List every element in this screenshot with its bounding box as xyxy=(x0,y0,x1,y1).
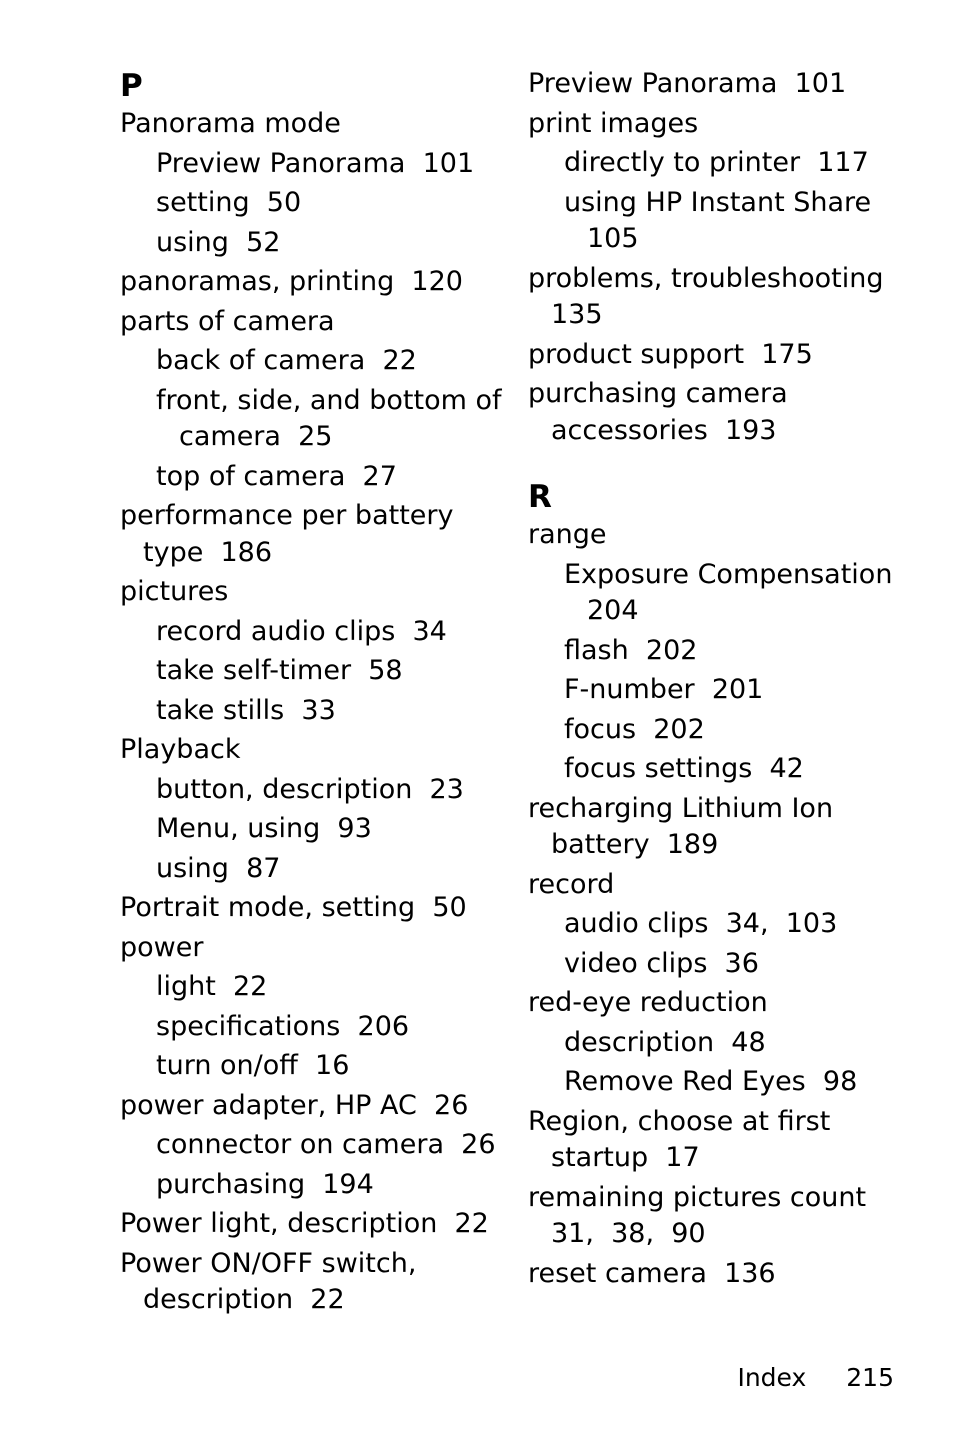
index-column-left xyxy=(120,66,502,1322)
entry-text: remaining pictures count xyxy=(528,1181,867,1213)
index-entry xyxy=(528,517,898,554)
entry-text: purchasing camera xyxy=(528,378,788,409)
index-subentry xyxy=(120,146,490,183)
entry-text: reset camera 136 xyxy=(528,1257,776,1289)
entry-text: record audio clips 34 xyxy=(156,615,447,647)
index-entry xyxy=(528,337,898,374)
index-subentry xyxy=(120,225,490,262)
index-entry xyxy=(528,1256,898,1293)
entry-continuation: type 186 xyxy=(143,536,273,568)
entry-continuation: 204 xyxy=(587,595,639,626)
entry-text: turn on/off 16 xyxy=(156,1050,350,1081)
entry-text: using HP Instant Share xyxy=(564,186,872,218)
index-entries-p xyxy=(120,106,502,1319)
index-subentry xyxy=(120,1167,490,1204)
entry-text: range xyxy=(528,519,607,550)
entry-continuation: camera 25 xyxy=(179,421,333,452)
index-subentry xyxy=(120,811,490,848)
index-subentry xyxy=(528,1064,898,1101)
index-subentry xyxy=(120,772,490,809)
entry-continuation: accessories 193 xyxy=(551,414,777,446)
index-subentry xyxy=(528,672,898,709)
index-entry xyxy=(120,498,490,571)
page-footer xyxy=(737,1362,894,1394)
entry-text: record xyxy=(528,868,615,900)
index-subentry xyxy=(120,1048,490,1085)
index-subentry xyxy=(120,185,490,222)
entry-text: panoramas, printing 120 xyxy=(120,266,463,297)
index-entry xyxy=(120,732,490,769)
index-entry xyxy=(120,1206,490,1243)
index-entry xyxy=(528,106,898,143)
index-entry xyxy=(528,66,898,103)
index-entry xyxy=(120,1088,490,1125)
entry-continuation: 105 xyxy=(587,223,639,254)
index-subentry xyxy=(528,557,898,630)
entry-text: Power ON/OFF switch, xyxy=(120,1247,417,1279)
index-entry xyxy=(120,574,490,611)
index-subentry xyxy=(120,383,502,456)
entry-text: print images xyxy=(528,107,699,139)
index-entry xyxy=(528,261,898,334)
index-column-right xyxy=(528,66,898,1295)
index-subentry xyxy=(120,1127,496,1164)
index-entry xyxy=(528,867,898,904)
entry-continuation: 135 xyxy=(551,299,603,330)
entry-text: take self-timer 58 xyxy=(156,655,403,686)
index-entry xyxy=(528,1180,898,1253)
index-subentry xyxy=(528,145,898,182)
entry-text: directly to printer 117 xyxy=(564,147,869,178)
entry-text: flash 202 xyxy=(564,634,698,666)
index-entry xyxy=(120,1246,490,1319)
index-subentry xyxy=(120,851,490,888)
entry-text: top of camera 27 xyxy=(156,460,397,492)
index-subentry xyxy=(120,653,490,690)
entry-text: front, side, and bottom of xyxy=(156,384,502,416)
index-subentry xyxy=(528,946,898,983)
entry-text: audio clips 34, 103 xyxy=(564,908,838,939)
entry-continuation: 31, 38, 90 xyxy=(551,1218,706,1249)
entry-text: product support 175 xyxy=(528,338,813,370)
index-entry xyxy=(528,376,898,449)
index-subentry xyxy=(120,1009,490,1046)
entry-text: focus 202 xyxy=(564,713,705,745)
index-subentry xyxy=(528,712,898,749)
page-number: 215 xyxy=(846,1363,894,1392)
entry-text: Menu, using 93 xyxy=(156,813,372,844)
entry-text: Preview Panorama 101 xyxy=(156,147,475,179)
entry-text: power xyxy=(120,931,204,963)
index-subentry xyxy=(528,1025,898,1062)
footer-label: Index xyxy=(737,1363,807,1392)
index-entry xyxy=(120,304,490,341)
entry-text: parts of camera xyxy=(120,305,335,337)
index-subentry xyxy=(528,906,898,943)
entry-text: specifications 206 xyxy=(156,1010,410,1042)
entry-text: Region, choose at first xyxy=(528,1105,831,1137)
index-entry xyxy=(528,985,898,1022)
entry-text: Playback xyxy=(120,734,241,765)
entry-text: using 87 xyxy=(156,852,281,884)
section-letter-p: P xyxy=(120,68,143,104)
entry-text: Power light, description 22 xyxy=(120,1208,489,1239)
index-subentry xyxy=(120,459,490,496)
entry-text: focus settings 42 xyxy=(564,753,804,784)
index-subentry xyxy=(120,343,490,380)
entry-text: button, description 23 xyxy=(156,773,464,805)
index-subentry xyxy=(120,969,490,1006)
entry-continuation: startup 17 xyxy=(551,1142,700,1173)
entry-text: Remove Red Eyes 98 xyxy=(564,1066,858,1097)
index-entries-r xyxy=(528,517,898,1292)
entry-text: F-number 201 xyxy=(564,674,764,705)
entry-text: red-eye reduction xyxy=(528,987,768,1018)
entry-text: power adapter, HP AC 26 xyxy=(120,1089,469,1121)
entry-text: back of camera 22 xyxy=(156,345,417,376)
entry-text: Preview Panorama 101 xyxy=(528,68,847,99)
entry-text: Portrait mode, setting 50 xyxy=(120,892,467,923)
index-subentry xyxy=(120,693,490,730)
index-subentry xyxy=(528,633,898,670)
entry-text: recharging Lithium Ion xyxy=(528,792,834,824)
entry-text: performance per battery xyxy=(120,500,454,531)
index-entry xyxy=(120,930,490,967)
entry-text: pictures xyxy=(120,576,229,607)
entry-continuation: battery 189 xyxy=(551,829,719,860)
entry-text: setting 50 xyxy=(156,187,302,218)
entry-text: video clips 36 xyxy=(564,947,759,979)
index-entry xyxy=(120,106,490,143)
index-entry xyxy=(120,264,490,301)
entry-text: light 22 xyxy=(156,971,268,1002)
index-subentry xyxy=(120,614,490,651)
entry-text: purchasing 194 xyxy=(156,1168,374,1200)
section-letter-r: R xyxy=(528,479,552,515)
entry-text: Panorama mode xyxy=(120,108,341,139)
index-subentry xyxy=(528,185,898,258)
entry-text: problems, troubleshooting xyxy=(528,262,884,294)
entry-text: Exposure Compensation xyxy=(564,558,893,590)
index-entry xyxy=(528,1104,898,1177)
entry-text: description 48 xyxy=(564,1026,766,1058)
index-entries-p-continued xyxy=(528,66,898,449)
index-entry xyxy=(120,890,490,927)
entry-text: using 52 xyxy=(156,226,281,258)
index-subentry xyxy=(528,751,898,788)
entry-text: take stills 33 xyxy=(156,694,336,726)
index-entry xyxy=(528,791,898,864)
entry-continuation: description 22 xyxy=(143,1284,345,1315)
entry-text: connector on camera 26 xyxy=(156,1129,496,1160)
